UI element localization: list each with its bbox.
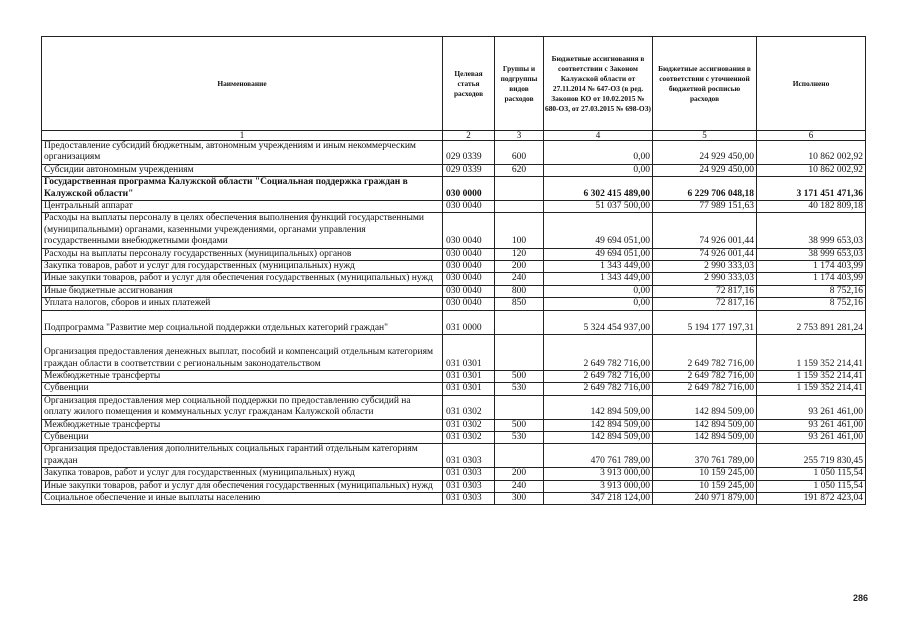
table-row (42, 164, 866, 176)
row-target-code: 029 0339 (443, 141, 495, 165)
row-budget-amount: 2 649 782 716,00 (544, 335, 653, 371)
row-executed-amount: 8 752,16 (757, 285, 866, 297)
row-executed-amount: 38 999 653,03 (757, 213, 866, 248)
row-refined-amount: 24 929 450,00 (653, 164, 757, 176)
table-row (42, 310, 866, 334)
row-refined-amount: 24 929 450,00 (653, 141, 757, 165)
row-refined-amount: 77 989 151,63 (653, 201, 757, 213)
row-executed-amount: 38 999 653,03 (757, 248, 866, 260)
table-row (42, 285, 866, 297)
header-name: Наименование (42, 37, 443, 131)
row-name: Расходы на выплаты персоналу в целях обеспечения выполнения функций государственными (муниципальными) органами, казенными учреждениями, органами управления государственными внебюджетными фондами (42, 213, 443, 248)
row-budget-amount: 49 694 051,00 (544, 213, 653, 248)
row-name: Субвенции (42, 383, 443, 395)
column-number: 5 (653, 131, 757, 141)
row-target-code: 030 0000 (443, 177, 495, 201)
header-row (42, 37, 866, 131)
table-row (42, 213, 866, 248)
table-row (42, 177, 866, 201)
row-budget-amount: 347 218 124,00 (544, 492, 653, 504)
row-target-code: 030 0040 (443, 273, 495, 285)
row-executed-amount: 93 261 461,00 (757, 419, 866, 431)
column-number: 3 (495, 131, 544, 141)
row-expense-group (495, 444, 544, 468)
table-row (42, 431, 866, 443)
row-budget-amount: 6 302 415 489,00 (544, 177, 653, 201)
row-executed-amount: 8 752,16 (757, 298, 866, 310)
table-row (42, 335, 866, 371)
row-target-code: 030 0040 (443, 285, 495, 297)
row-executed-amount: 191 872 423,04 (757, 492, 866, 504)
row-target-code: 031 0301 (443, 370, 495, 382)
table-row (42, 480, 866, 492)
row-name: Иные бюджетные ассигнования (42, 285, 443, 297)
table-row (42, 468, 866, 480)
row-budget-amount: 5 324 454 937,00 (544, 310, 653, 334)
row-target-code: 030 0040 (443, 248, 495, 260)
row-budget-amount: 51 037 500,00 (544, 201, 653, 213)
row-expense-group: 240 (495, 480, 544, 492)
row-name: Расходы на выплаты персоналу государственных (муниципальных) органов (42, 248, 443, 260)
table-row (42, 419, 866, 431)
row-name: Организация предоставления мер социальной поддержки по предоставлению субсидий на оплату жилого помещения и коммунальных услуг гражданам Калужской области (42, 395, 443, 419)
row-budget-amount: 2 649 782 716,00 (544, 370, 653, 382)
row-refined-amount: 142 894 509,00 (653, 395, 757, 419)
table-row (42, 395, 866, 419)
row-executed-amount: 10 862 002,92 (757, 141, 866, 165)
row-target-code: 030 0040 (443, 261, 495, 273)
header-refined-budget: Бюджетные ассигнования в соответствии с уточненной бюджетной росписью расходов (653, 37, 757, 131)
column-number: 4 (544, 131, 653, 141)
row-budget-amount: 142 894 509,00 (544, 419, 653, 431)
table-row (42, 444, 866, 468)
row-executed-amount: 93 261 461,00 (757, 395, 866, 419)
row-expense-group: 530 (495, 383, 544, 395)
row-expense-group: 800 (495, 285, 544, 297)
row-target-code: 031 0303 (443, 480, 495, 492)
row-expense-group: 850 (495, 298, 544, 310)
row-executed-amount: 1 159 352 214,41 (757, 370, 866, 382)
row-name: Центральный аппарат (42, 201, 443, 213)
row-budget-amount: 0,00 (544, 285, 653, 297)
column-number: 2 (443, 131, 495, 141)
row-expense-group: 620 (495, 164, 544, 176)
row-budget-amount: 0,00 (544, 141, 653, 165)
table-row (42, 273, 866, 285)
row-refined-amount: 142 894 509,00 (653, 419, 757, 431)
row-target-code: 031 0301 (443, 383, 495, 395)
row-budget-amount: 2 649 782 716,00 (544, 383, 653, 395)
row-executed-amount: 1 159 352 214,41 (757, 383, 866, 395)
header-executed: Исполнено (757, 37, 866, 131)
row-expense-group (495, 310, 544, 334)
table-row (42, 248, 866, 260)
row-budget-amount: 49 694 051,00 (544, 248, 653, 260)
row-budget-amount: 142 894 509,00 (544, 395, 653, 419)
row-expense-group: 500 (495, 370, 544, 382)
row-refined-amount: 5 194 177 197,31 (653, 310, 757, 334)
row-executed-amount: 1 174 403,99 (757, 261, 866, 273)
row-target-code: 031 0302 (443, 395, 495, 419)
row-expense-group (495, 335, 544, 371)
row-name: Социальное обеспечение и иные выплаты населению (42, 492, 443, 504)
row-target-code: 031 0303 (443, 444, 495, 468)
table-row (42, 141, 866, 165)
row-target-code: 031 0302 (443, 431, 495, 443)
row-name: Иные закупки товаров, работ и услуг для обеспечения государственных (муниципальных) нужд (42, 273, 443, 285)
row-target-code: 031 0303 (443, 468, 495, 480)
row-target-code: 031 0000 (443, 310, 495, 334)
row-expense-group: 300 (495, 492, 544, 504)
row-executed-amount: 255 719 830,45 (757, 444, 866, 468)
column-number-row (42, 131, 866, 141)
header-budget-law: Бюджетные ассигнования в соответствии с Законом Калужской области от 27.11.2014 № 647-ОЗ (в ред. Законов КО от 10.02.2015 № 680-ОЗ, от 27.03.2015 № 698-ОЗ) (544, 37, 653, 131)
row-target-code: 031 0303 (443, 492, 495, 504)
row-budget-amount: 0,00 (544, 164, 653, 176)
row-executed-amount: 1 159 352 214,41 (757, 335, 866, 371)
row-name: Государственная программа Калужской области "Социальная поддержка граждан в Калужской области" (42, 177, 443, 201)
budget-table (41, 36, 866, 505)
row-budget-amount: 142 894 509,00 (544, 431, 653, 443)
row-expense-group: 200 (495, 261, 544, 273)
row-name: Закупка товаров, работ и услуг для государственных (муниципальных) нужд (42, 261, 443, 273)
row-target-code: 031 0302 (443, 419, 495, 431)
row-expense-group: 100 (495, 213, 544, 248)
row-name: Подпрограмма "Развитие мер социальной поддержки отдельных категорий граждан" (42, 310, 443, 334)
row-target-code: 030 0040 (443, 298, 495, 310)
row-executed-amount: 10 862 002,92 (757, 164, 866, 176)
row-name: Уплата налогов, сборов и иных платежей (42, 298, 443, 310)
row-refined-amount: 2 649 782 716,00 (653, 370, 757, 382)
row-refined-amount: 72 817,16 (653, 298, 757, 310)
table-row (42, 492, 866, 504)
row-expense-group: 200 (495, 468, 544, 480)
header-target-article: Целевая статья расходов (443, 37, 495, 131)
row-expense-group: 240 (495, 273, 544, 285)
row-refined-amount: 2 990 333,03 (653, 273, 757, 285)
column-number: 1 (42, 131, 443, 141)
row-executed-amount: 2 753 891 281,24 (757, 310, 866, 334)
row-name: Организация предоставления денежных выплат, пособий и компенсаций отдельным категориям граждан области в соответствии с региональным законодательством (42, 335, 443, 371)
table-row (42, 261, 866, 273)
row-refined-amount: 142 894 509,00 (653, 431, 757, 443)
row-refined-amount: 10 159 245,00 (653, 468, 757, 480)
table-row (42, 298, 866, 310)
row-executed-amount: 1 174 403,99 (757, 273, 866, 285)
row-budget-amount: 3 913 000,00 (544, 480, 653, 492)
row-expense-group: 120 (495, 248, 544, 260)
row-target-code: 030 0040 (443, 201, 495, 213)
row-refined-amount: 2 649 782 716,00 (653, 383, 757, 395)
row-refined-amount: 74 926 001,44 (653, 248, 757, 260)
row-budget-amount: 1 343 449,00 (544, 261, 653, 273)
budget-report-sheet (41, 36, 865, 505)
row-name: Межбюджетные трансферты (42, 370, 443, 382)
row-budget-amount: 3 913 000,00 (544, 468, 653, 480)
row-name: Организация предоставления дополнительных социальных гарантий отдельным категориям граждан (42, 444, 443, 468)
row-target-code: 030 0040 (443, 213, 495, 248)
row-refined-amount: 6 229 706 048,18 (653, 177, 757, 201)
row-executed-amount: 1 050 115,54 (757, 468, 866, 480)
row-refined-amount: 74 926 001,44 (653, 213, 757, 248)
row-budget-amount: 470 761 789,00 (544, 444, 653, 468)
row-expense-group (495, 395, 544, 419)
row-name: Предоставление субсидий бюджетным, автономным учреждениям и иным некоммерческим организациям (42, 141, 443, 165)
row-name: Субвенции (42, 431, 443, 443)
row-expense-group: 600 (495, 141, 544, 165)
row-budget-amount: 0,00 (544, 298, 653, 310)
row-refined-amount: 370 761 789,00 (653, 444, 757, 468)
header-expense-group: Группы и подгруппы видов расходов (495, 37, 544, 131)
row-refined-amount: 72 817,16 (653, 285, 757, 297)
row-target-code: 029 0339 (443, 164, 495, 176)
row-refined-amount: 2 649 782 716,00 (653, 335, 757, 371)
row-expense-group: 530 (495, 431, 544, 443)
row-executed-amount: 40 182 809,18 (757, 201, 866, 213)
row-refined-amount: 240 971 879,00 (653, 492, 757, 504)
table-body (42, 141, 866, 505)
row-name: Закупка товаров, работ и услуг для государственных (муниципальных) нужд (42, 468, 443, 480)
row-executed-amount: 3 171 451 471,36 (757, 177, 866, 201)
row-name: Субсидии автономным учреждениям (42, 164, 443, 176)
row-budget-amount: 1 343 449,00 (544, 273, 653, 285)
column-number: 6 (757, 131, 866, 141)
row-target-code: 031 0301 (443, 335, 495, 371)
table-row (42, 370, 866, 382)
page-number: 286 (853, 593, 869, 603)
row-executed-amount: 1 050 115,54 (757, 480, 866, 492)
row-expense-group (495, 177, 544, 201)
row-name: Межбюджетные трансферты (42, 419, 443, 431)
row-expense-group: 500 (495, 419, 544, 431)
row-executed-amount: 93 261 461,00 (757, 431, 866, 443)
table-row (42, 201, 866, 213)
row-expense-group (495, 201, 544, 213)
row-refined-amount: 2 990 333,03 (653, 261, 757, 273)
table-row (42, 383, 866, 395)
row-refined-amount: 10 159 245,00 (653, 480, 757, 492)
row-name: Иные закупки товаров, работ и услуг для обеспечения государственных (муниципальных) нужд (42, 480, 443, 492)
